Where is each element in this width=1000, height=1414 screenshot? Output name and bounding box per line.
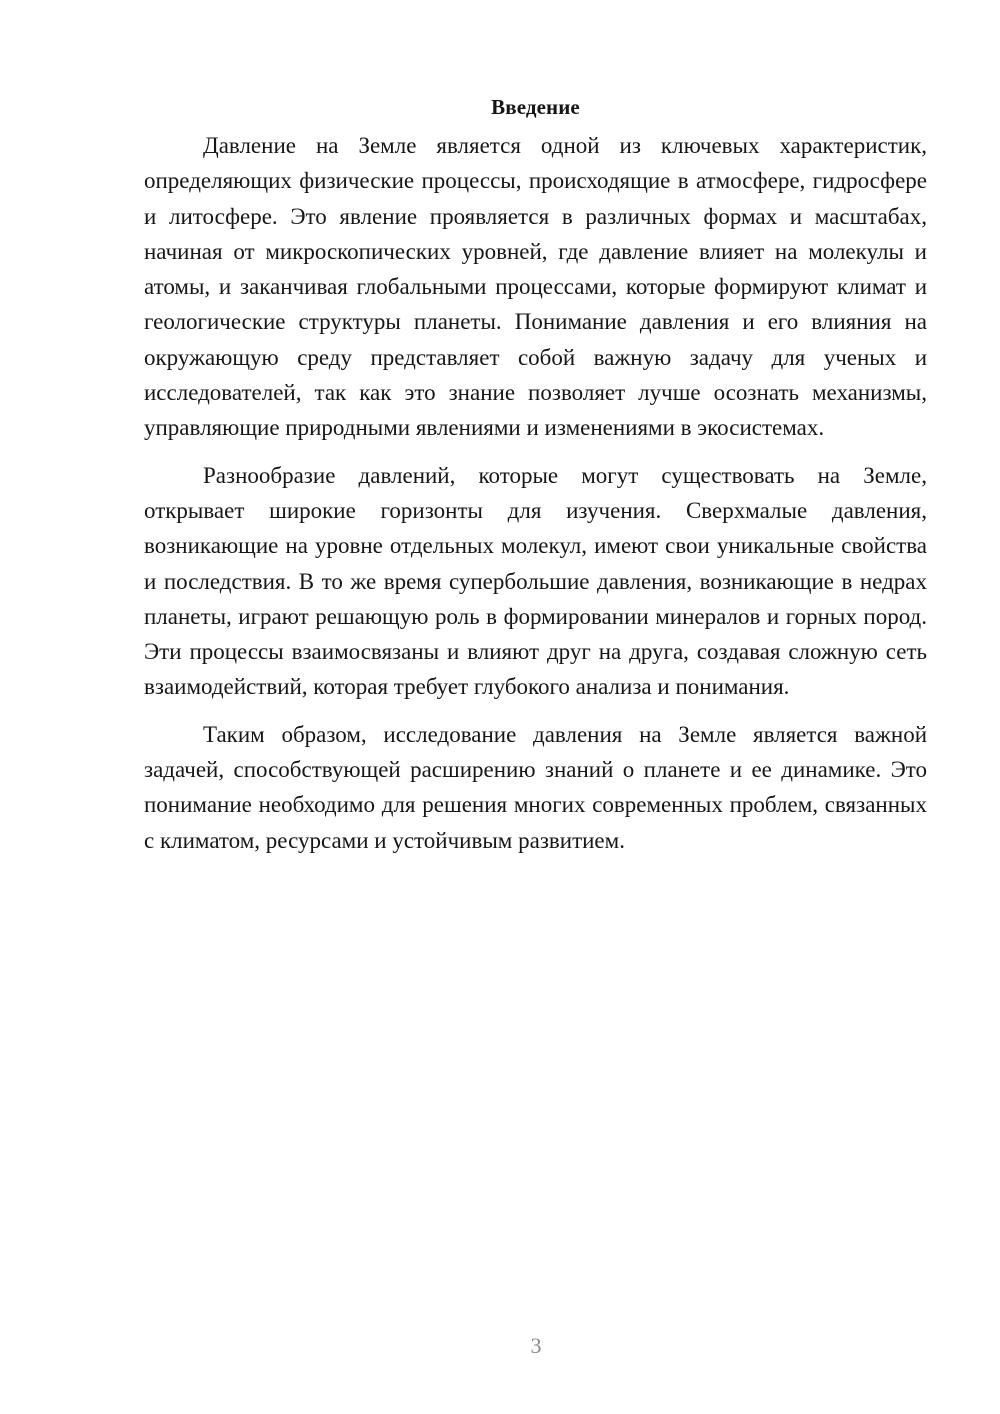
page-number: 3 xyxy=(530,1333,542,1358)
paragraph-2: Разнообразие давлений, которые могут существовать на Земле, открывает широкие горизонты для изучения. Сверхмалые давления, возникающие на уровне отдельных молекул, имеют свои уникальные свойства и последствия. В то же время супербольшие давления, возникающие в недрах планеты, играют решающую роль в формировании минералов и горных пород. Эти процессы взаимосвязаны и влияют друг на друга, создавая сложную сеть взаимодействий, которая требует глубокого анализа и понимания. xyxy=(144,462,927,700)
paragraph-3: Таким образом, исследование давления на Земле является важной задачей, способствующей расширению знаний о планете и ее динамике. Это понимание необходимо для решения многих современных проблем, связанных с климатом, ресурсами и устойчивым развитием. xyxy=(144,721,927,853)
section-heading: Введение xyxy=(491,95,580,119)
paragraph-1: Давление на Земле является одной из ключевых характеристик, определяющих физические процессы, происходящие в атмосфере, гидросфере и литосфере. Это явление проявляется в различных формах и масштабах, начиная от микроскопических уровней, где давление влияет на молекулы и атомы, и заканчивая глобальными процессами, которые формируют климат и геологические структуры планеты. Понимание давления и его влияния на окружающую среду представляет собой важную задачу для ученых и исследователей, так как это знание позволяет лучше осознать механизмы, управляющие природными явлениями и изменениями в экосистемах. xyxy=(144,133,927,441)
page-content xyxy=(144,92,927,870)
